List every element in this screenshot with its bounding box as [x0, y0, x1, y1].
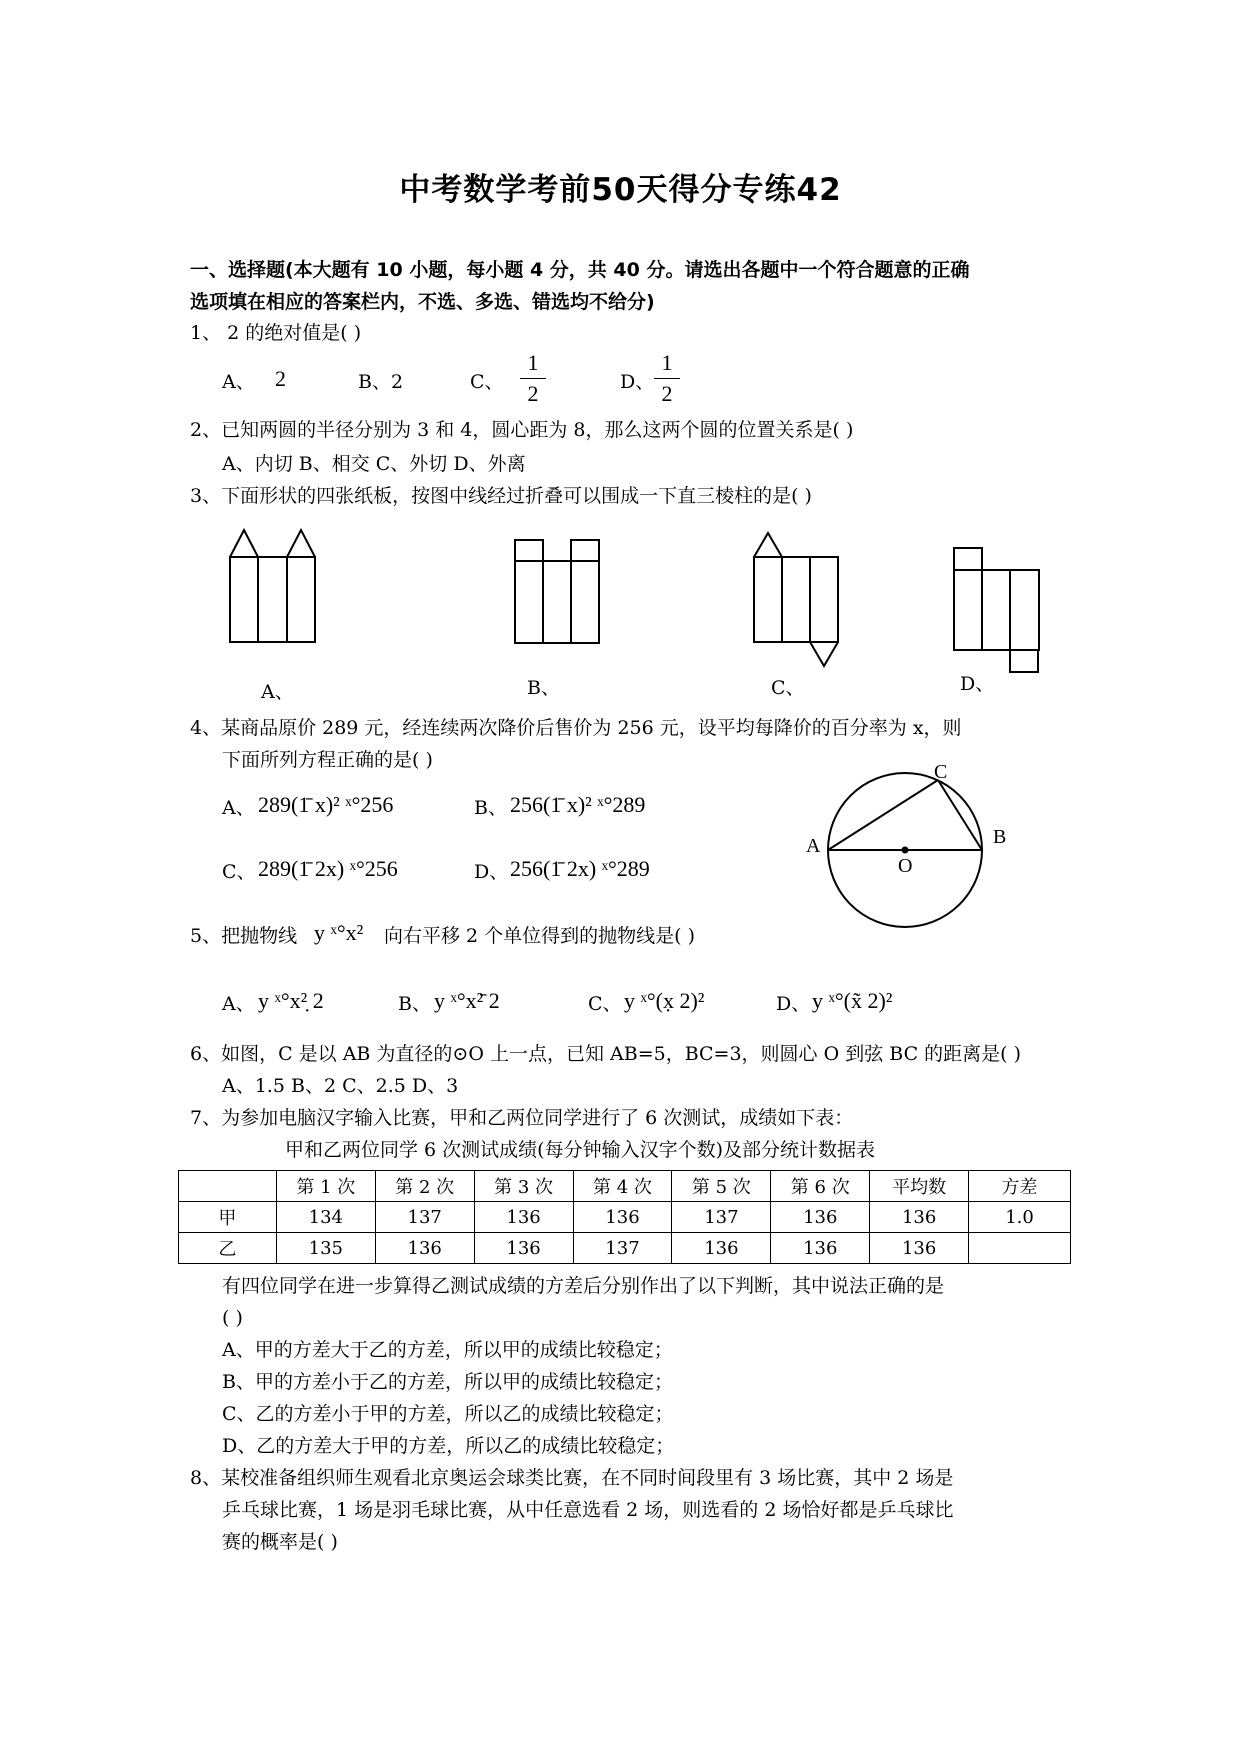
q5-option-c-expr: y ˣ°(x̣ 2)²: [624, 988, 705, 1013]
q7-table-caption: 甲和乙两位同学 6 次测试成绩(每分钟输入汉字个数)及部分统计数据表: [285, 1139, 875, 1161]
q4-stem-line1: 4、某商品原价 289 元，经连续两次降价后售价为 256 元，设平均每降价的百分率为 x，则: [190, 717, 962, 739]
table-cell: [969, 1233, 1071, 1264]
q8-line3: 赛的概率是( ): [222, 1531, 338, 1553]
q8-line2: 乒乓球比赛，1 场是羽毛球比赛，从中任意选看 2 场，则选看的 2 场恰好都是乒乓球比: [222, 1499, 954, 1521]
q7-option-d: D、乙的方差大于甲的方差，所以乙的成绩比较稳定；: [222, 1435, 675, 1457]
q5-option-d-expr: y ˣ°(x̃ 2)²: [812, 988, 893, 1013]
table-header-row: [179, 1171, 1071, 1202]
table-cell: 136: [870, 1202, 969, 1233]
q7-follow-line1: 有四位同学在进一步算得乙测试成绩的方差后分别作出了以下判断，其中说法正确的是: [222, 1275, 945, 1297]
q5-stem-pre: 5、把抛物线: [190, 925, 298, 947]
q3-stem: 3、下面形状的四张纸板，按图中线经过折叠可以围成一下直三棱柱的是( ): [190, 485, 812, 507]
q1-option-a-label: A、: [222, 371, 255, 393]
q1-d-denominator: 2: [661, 381, 673, 406]
q4-option-a-expr: 289(1̄ x)² ˣ°256: [258, 792, 394, 817]
table-cell: 1.0: [969, 1202, 1071, 1233]
q7-stem: 7、为参加电脑汉字输入比赛，甲和乙两位同学进行了 6 次测试，成绩如下表：: [190, 1107, 854, 1129]
q5-option-b-label: B、: [398, 993, 431, 1015]
score-table: [178, 1170, 1071, 1264]
q3-label-d: D、: [960, 673, 995, 695]
q4-option-a-label: A、: [222, 797, 255, 819]
table-cell: 137: [573, 1233, 672, 1264]
q4-option-b-expr: 256(1̄ x)² ˣ°289: [510, 792, 646, 817]
table-header-cell: 第 4 次: [573, 1171, 672, 1202]
table-header-cell: 第 6 次: [771, 1171, 870, 1202]
q3-label-c: C、: [771, 677, 805, 699]
table-cell: 136: [771, 1202, 870, 1233]
table-row: [179, 1233, 1071, 1264]
q5-stem-expr: y ˣ°x²: [314, 920, 364, 945]
q3-label-a: A、: [261, 681, 294, 703]
point-b-label: B: [993, 826, 1007, 848]
q6-options: A、1.5 B、2 C、2.5 D、3: [222, 1075, 459, 1097]
q5-option-c-label: C、: [588, 993, 622, 1015]
center-point: [902, 847, 909, 854]
q6-stem: 6、如图，C 是以 AB 为直径的⊙O 上一点，已知 AB=5，BC=3，则圆心 O 到弦 BC 的距离是( ): [190, 1043, 1022, 1065]
table-cell: 乙: [179, 1233, 277, 1264]
q4-option-c-label: C、: [222, 861, 256, 883]
q4-stem-line2: 下面所列方程正确的是( ): [222, 749, 433, 771]
q4-option-b-label: B、: [474, 797, 507, 819]
table-header-cell: 方差: [969, 1171, 1071, 1202]
q7-follow-line2: ( ): [222, 1307, 243, 1329]
q1-option-c-label: C、: [470, 371, 504, 393]
q1-c-numerator: 1: [527, 350, 539, 375]
table-header-cell: 第 2 次: [375, 1171, 474, 1202]
q2-options: A、内切 B、相交 C、外切 D、外离: [222, 453, 526, 475]
q7-option-c: C、乙的方差小于甲的方差，所以乙的成绩比较稳定；: [222, 1403, 674, 1425]
point-o-label: O: [898, 855, 913, 877]
q5-option-b-expr: y ˣ°x²̄ 2: [434, 988, 500, 1013]
table-row: [179, 1202, 1071, 1233]
q7-option-a: A、甲的方差大于乙的方差，所以甲的成绩比较稳定；: [222, 1339, 673, 1361]
table-cell: 136: [672, 1233, 771, 1264]
q1-option-b: B、2: [358, 371, 404, 393]
q8-line1: 8、某校准备组织师生观看北京奥运会球类比赛，在不同时间段里有 3 场比赛，其中 2 场是: [190, 1467, 954, 1489]
chord-ac: [828, 780, 938, 850]
q1-option-d-label: D、: [620, 371, 655, 393]
page-title: 中考数学考前50天得分专练42: [399, 172, 842, 208]
q2-stem: 2、已知两圆的半径分别为 3 和 4，圆心距为 8，那么这两个圆的位置关系是( ): [190, 419, 854, 441]
table-header-cell: 第 5 次: [672, 1171, 771, 1202]
table-cell: 134: [276, 1202, 375, 1233]
q4-option-d-label: D、: [474, 861, 509, 883]
section-header-line2: 选项填在相应的答案栏内，不选、多选、错选均不给分): [190, 291, 655, 313]
q1-c-denominator: 2: [527, 381, 539, 406]
q1-option-a-value: 2: [275, 366, 286, 391]
table-cell: 137: [375, 1202, 474, 1233]
table-cell: 甲: [179, 1202, 277, 1233]
table-cell: 135: [276, 1233, 375, 1264]
q5-stem-post: 向右平移 2 个单位得到的抛物线是( ): [384, 925, 696, 947]
q4-option-c-expr: 289(1̄ 2x) ˣ°256: [258, 856, 398, 881]
point-a-label: A: [806, 835, 821, 857]
table-cell: 136: [870, 1233, 969, 1264]
table-header-cell: 平均数: [870, 1171, 969, 1202]
section-header-line1: 一、选择题(本大题有 10 小题，每小题 4 分，共 40 分。请选出各题中一个符合题意的正确: [190, 259, 970, 281]
table-header-cell: 第 1 次: [276, 1171, 375, 1202]
table-cell: 136: [474, 1202, 573, 1233]
table-cell: 136: [771, 1233, 870, 1264]
q3-label-b: B、: [527, 677, 560, 699]
table-cell: 136: [573, 1202, 672, 1233]
chord-bc: [938, 780, 982, 850]
q4-option-d-expr: 256(1̄ 2x) ˣ°289: [510, 856, 650, 881]
table-header-cell: [179, 1171, 277, 1202]
q5-option-a-expr: y ˣ°x²̣ 2: [258, 988, 324, 1013]
q1-d-numerator: 1: [661, 350, 673, 375]
q5-option-d-label: D、: [776, 993, 811, 1015]
table-cell: 136: [474, 1233, 573, 1264]
table-header-cell: 第 3 次: [474, 1171, 573, 1202]
table-cell: 137: [672, 1202, 771, 1233]
q1-stem: 1、 2 的绝对值是( ): [190, 322, 362, 344]
q5-option-a-label: A、: [222, 993, 255, 1015]
point-c-label: C: [934, 761, 948, 783]
q7-option-b: B、甲的方差小于乙的方差，所以甲的成绩比较稳定；: [222, 1371, 673, 1393]
table-cell: 136: [375, 1233, 474, 1264]
